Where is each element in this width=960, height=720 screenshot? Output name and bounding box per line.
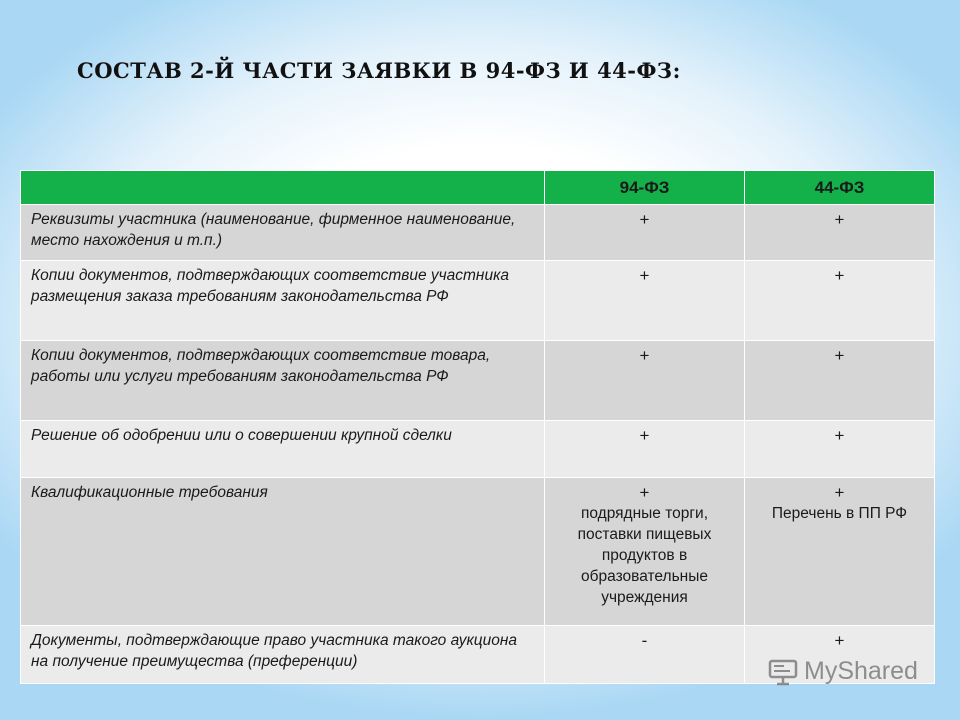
header-criterion <box>21 171 545 205</box>
criterion-cell: Копии документов, подтверждающих соответствие товара, работы или услуги требованиям законодательства РФ <box>21 341 545 421</box>
table-row <box>21 205 935 261</box>
fz94-cell <box>545 478 745 626</box>
fz44-mark: + <box>834 631 845 650</box>
fz44-mark: + <box>834 483 845 502</box>
fz44-cell <box>745 261 935 341</box>
fz94-note: подрядные торги, поставки пищевых продуктов в образовательные учреждения <box>577 505 712 606</box>
fz94-cell <box>545 261 745 341</box>
fz94-mark: - <box>641 631 648 650</box>
fz44-mark: + <box>834 266 845 285</box>
comparison-table <box>20 170 935 684</box>
fz94-mark: + <box>639 210 650 229</box>
fz44-cell <box>745 421 935 478</box>
fz94-mark: + <box>639 346 650 365</box>
header-44-fz: 44-ФЗ <box>745 171 935 205</box>
fz94-mark: + <box>639 266 650 285</box>
criterion-cell: Реквизиты участника (наименование, фирменное наименование, место нахождения и т.п.) <box>21 205 545 261</box>
presentation-board-icon <box>768 658 798 686</box>
criterion-cell: Копии документов, подтверждающих соответствие участника размещения заказа требованиям законодательства РФ <box>21 261 545 341</box>
fz94-mark: + <box>639 426 650 445</box>
fz94-cell <box>545 626 745 684</box>
fz94-cell <box>545 205 745 261</box>
fz94-cell <box>545 421 745 478</box>
table-row <box>21 478 935 626</box>
table-row <box>21 341 935 421</box>
criterion-cell: Квалификационные требования <box>21 478 545 626</box>
table-row <box>21 261 935 341</box>
fz44-cell <box>745 341 935 421</box>
fz44-mark: + <box>834 346 845 365</box>
fz44-mark: + <box>834 426 845 445</box>
fz44-mark: + <box>834 210 845 229</box>
watermark <box>768 657 918 686</box>
fz44-cell <box>745 478 935 626</box>
table-row <box>21 421 935 478</box>
fz44-note: Перечень в ПП РФ <box>771 505 908 522</box>
fz94-cell <box>545 341 745 421</box>
criterion-cell: Документы, подтверждающие право участника такого аукциона на получение преимущества (преференции) <box>21 626 545 684</box>
table-header-row <box>21 171 935 205</box>
header-94-fz: 94-ФЗ <box>545 171 745 205</box>
fz44-cell <box>745 205 935 261</box>
watermark-text: MyShared <box>804 657 918 685</box>
fz94-mark: + <box>639 483 650 502</box>
criterion-cell: Решение об одобрении или о совершении крупной сделки <box>21 421 545 478</box>
page-title: СОСТАВ 2-Й ЧАСТИ ЗАЯВКИ В 94-ФЗ И 44-ФЗ: <box>77 58 681 83</box>
